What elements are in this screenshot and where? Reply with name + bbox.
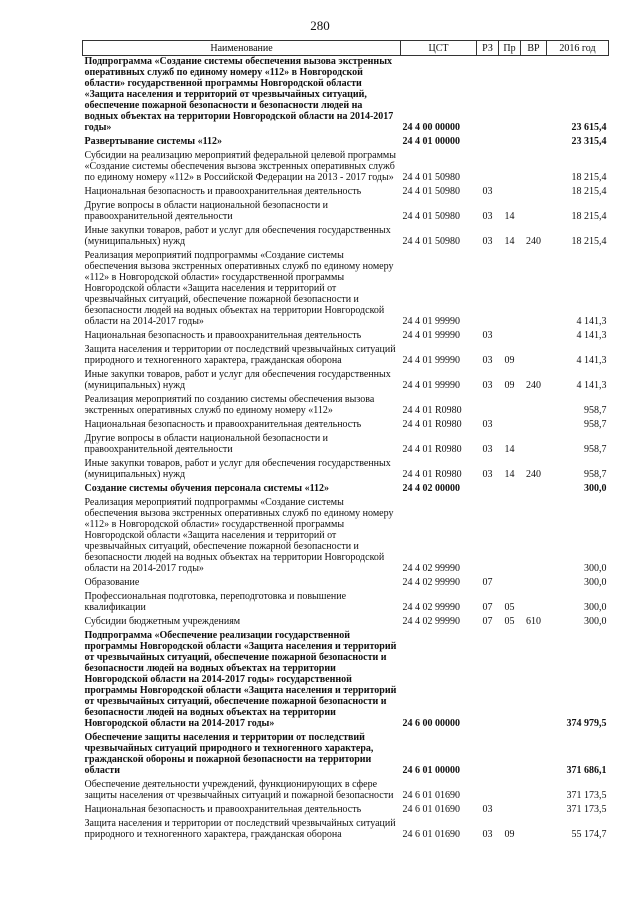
- cell-sum: 4 141,3: [576, 316, 607, 327]
- table-row: [83, 458, 609, 483]
- cell-vr: [521, 483, 547, 497]
- cell-rz: 03: [482, 419, 493, 430]
- cell-vr: [521, 419, 547, 433]
- cell-name: Реализация мероприятий подпрограммы «Создание системы обеспечения вызова экстренных оперативных служб по единому номеру «112» в Новгородской области» государственной программы Новгородской области «Защита населения и территорий от чрезвычайных ситуаций, обеспечение пожарной безопасности и безопасности людей на водных объектах на территории Новгородской области на 2014-2017 годы»: [84, 497, 394, 574]
- cell-name: Национальная безопасность и правоохранительная деятельность: [84, 330, 362, 341]
- cell-rz: 03: [482, 236, 493, 247]
- cell-pr: [499, 150, 521, 186]
- cell-name: Реализация мероприятий по созданию системы обеспечения вызова экстренных оперативных служб по единому номеру «112»: [84, 394, 375, 416]
- cell-pr: 09: [504, 380, 515, 391]
- column-header-sum: 2016 год: [547, 41, 609, 56]
- cell-rz: [477, 497, 499, 577]
- cell-rz: 03: [482, 469, 493, 480]
- cell-rz: [477, 630, 499, 732]
- cell-rz: [477, 56, 499, 137]
- cell-csr: 24 6 01 01690: [402, 790, 460, 801]
- cell-sum: 18 215,4: [571, 236, 607, 247]
- cell-sum: 55 174,7: [571, 829, 607, 840]
- table-row: [83, 804, 609, 818]
- cell-vr: [521, 200, 547, 225]
- cell-vr: [521, 344, 547, 369]
- cell-csr: 24 4 01 99990: [402, 355, 460, 366]
- cell-sum: 300,0: [584, 577, 607, 588]
- table-row: [83, 200, 609, 225]
- table-row: [83, 818, 609, 843]
- cell-sum: 4 141,3: [576, 380, 607, 391]
- table-row: [83, 250, 609, 330]
- cell-name: Обеспечение защиты населения и территории от последствий чрезвычайных ситуаций природного и техногенного характера, гражданской обороны и пожарной безопасности на территории области: [84, 732, 374, 776]
- cell-name: Развертывание системы «112»: [84, 136, 223, 147]
- table-row: [83, 186, 609, 200]
- cell-pr: 09: [504, 829, 515, 840]
- cell-name: Другие вопросы в области национальной безопасности и правоохранительной деятельности: [84, 200, 329, 222]
- cell-rz: 03: [482, 355, 493, 366]
- cell-pr: 09: [504, 355, 515, 366]
- cell-sum: 300,0: [584, 602, 607, 613]
- cell-csr: 24 4 01 99990: [402, 380, 460, 391]
- cell-csr: 24 4 01 R0980: [402, 405, 462, 416]
- budget-table: [82, 40, 609, 843]
- cell-csr: 24 4 01 00000: [402, 136, 460, 147]
- cell-csr: 24 4 02 99990: [402, 577, 460, 588]
- cell-vr: [521, 186, 547, 200]
- cell-pr: 14: [504, 236, 515, 247]
- table-body: [83, 56, 609, 844]
- table-row: [83, 732, 609, 779]
- cell-csr: 24 4 02 99990: [402, 563, 460, 574]
- table-row: [83, 369, 609, 394]
- cell-sum: 958,7: [584, 469, 607, 480]
- column-header-pr: Пр: [499, 41, 521, 56]
- cell-rz: 03: [482, 380, 493, 391]
- cell-sum: 23 315,4: [571, 136, 607, 147]
- cell-name: Национальная безопасность и правоохранительная деятельность: [84, 804, 362, 815]
- cell-sum: 371 686,1: [566, 765, 607, 776]
- cell-name: Другие вопросы в области национальной безопасности и правоохранительной деятельности: [84, 433, 329, 455]
- page-number: 280: [310, 18, 330, 33]
- cell-pr: 14: [504, 444, 515, 455]
- cell-csr: 24 4 01 99990: [402, 316, 460, 327]
- table-row: [83, 330, 609, 344]
- cell-vr: [521, 330, 547, 344]
- table-row: [83, 483, 609, 497]
- cell-rz: 03: [482, 829, 493, 840]
- cell-vr: [521, 630, 547, 732]
- cell-vr: [521, 394, 547, 419]
- cell-name: Профессиональная подготовка, переподготовка и повышение квалификации: [84, 591, 347, 613]
- cell-csr: 24 4 01 50980: [402, 211, 460, 222]
- cell-csr: 24 4 01 99990: [402, 330, 460, 341]
- table-row: [83, 433, 609, 458]
- cell-name: Иные закупки товаров, работ и услуг для обеспечения государственных (муниципальных) нужд: [84, 225, 391, 247]
- cell-pr: [499, 732, 521, 779]
- cell-sum: 371 173,5: [566, 804, 607, 815]
- cell-csr: 24 4 01 R0980: [402, 469, 462, 480]
- column-header-name: Наименование: [83, 41, 401, 56]
- table-row: [83, 630, 609, 732]
- cell-csr: 24 4 02 00000: [402, 483, 460, 494]
- cell-vr: [521, 150, 547, 186]
- cell-vr: [521, 136, 547, 150]
- cell-csr: 24 6 00 00000: [402, 718, 460, 729]
- table-row: [83, 225, 609, 250]
- cell-pr: 14: [504, 211, 515, 222]
- cell-vr: [521, 250, 547, 330]
- cell-csr: 24 6 01 01690: [402, 829, 460, 840]
- cell-sum: 4 141,3: [576, 355, 607, 366]
- cell-sum: 18 215,4: [571, 172, 607, 183]
- cell-pr: [499, 56, 521, 137]
- cell-vr: [521, 433, 547, 458]
- cell-vr: [521, 804, 547, 818]
- cell-pr: [499, 577, 521, 591]
- cell-pr: [499, 630, 521, 732]
- cell-csr: 24 4 01 R0980: [402, 419, 462, 430]
- cell-sum: 4 141,3: [576, 330, 607, 341]
- cell-rz: 07: [482, 602, 493, 613]
- cell-sum: 374 979,5: [566, 718, 607, 729]
- cell-sum: 23 615,4: [571, 122, 607, 133]
- cell-rz: 07: [482, 577, 493, 588]
- table-row: [83, 779, 609, 804]
- cell-pr: [499, 330, 521, 344]
- cell-vr: [521, 818, 547, 843]
- cell-rz: 03: [482, 444, 493, 455]
- cell-pr: [499, 497, 521, 577]
- cell-sum: 958,7: [584, 444, 607, 455]
- cell-rz: 07: [482, 616, 493, 627]
- cell-sum: 958,7: [584, 405, 607, 416]
- table-row: [83, 136, 609, 150]
- table-row: [83, 394, 609, 419]
- cell-vr: [521, 779, 547, 804]
- table-row: [83, 150, 609, 186]
- cell-name: Обеспечение деятельности учреждений, функционирующих в сфере защиты населения от чрезвычайных ситуаций и пожарной безопасности: [84, 779, 394, 801]
- cell-sum: 18 215,4: [571, 211, 607, 222]
- cell-pr: [499, 186, 521, 200]
- cell-sum: 300,0: [584, 483, 607, 494]
- cell-name: Защита населения и территории от последствий чрезвычайных ситуаций природного и техногенного характера, гражданская оборона: [84, 818, 396, 840]
- cell-vr: 240: [526, 236, 541, 247]
- cell-vr: [521, 56, 547, 137]
- cell-sum: 371 173,5: [566, 790, 607, 801]
- cell-rz: [477, 779, 499, 804]
- cell-vr: [521, 732, 547, 779]
- table-row: [83, 419, 609, 433]
- cell-name: Субсидии бюджетным учреждениям: [84, 616, 241, 627]
- cell-csr: 24 4 01 50980: [402, 236, 460, 247]
- cell-pr: 05: [504, 616, 515, 627]
- cell-vr: [521, 591, 547, 616]
- table-header-row: [83, 41, 609, 56]
- cell-vr: [521, 497, 547, 577]
- cell-pr: [499, 804, 521, 818]
- cell-vr: 240: [526, 469, 541, 480]
- table-row: [83, 344, 609, 369]
- table-row: [83, 577, 609, 591]
- cell-rz: 03: [482, 330, 493, 341]
- cell-sum: 958,7: [584, 419, 607, 430]
- cell-rz: [477, 394, 499, 419]
- cell-vr: 240: [526, 380, 541, 391]
- cell-csr: 24 6 01 00000: [402, 765, 460, 776]
- cell-rz: 03: [482, 211, 493, 222]
- cell-pr: 14: [504, 469, 515, 480]
- cell-csr: 24 6 01 01690: [402, 804, 460, 815]
- cell-name: Создание системы обучения персонала системы «112»: [84, 483, 330, 494]
- column-header-vr: ВР: [521, 41, 547, 56]
- cell-rz: [477, 250, 499, 330]
- cell-name: Подпрограмма «Создание системы обеспечения вызова экстренных оперативных служб по единому номеру «112» в Новгородской области» государственной программы Новгородской области «Защита населения и территорий от чрезвычайных ситуаций, обеспечение пожарной безопасности и безопасности людей на водных объектах на территории Новгородской области на 2014-2017 годы»: [84, 56, 394, 133]
- cell-csr: 24 4 01 50980: [402, 186, 460, 197]
- cell-name: Реализация мероприятий подпрограммы «Создание системы обеспечения вызова экстренных оперативных служб по единому номеру «112» в Новгородской области» государственной программы Новгородской области «Защита населения и территорий от чрезвычайных ситуаций, обеспечение пожарной безопасности и безопасности людей на водных объектах на территории Новгородской области на 2014-2017 годы»: [84, 250, 394, 327]
- cell-name: Образование: [84, 577, 140, 588]
- cell-vr: [521, 577, 547, 591]
- column-header-csr: ЦСТ: [401, 41, 477, 56]
- column-header-rz: РЗ: [477, 41, 499, 56]
- cell-csr: 24 4 01 R0980: [402, 444, 462, 455]
- cell-name: Субсидии на реализацию мероприятий федеральной целевой программы «Создание системы обеспечения вызова экстренных оперативных служб по единому номеру «112» в Российской Федерации на 2013 - 2017 годы»: [84, 150, 396, 183]
- table-row: [83, 616, 609, 630]
- cell-name: Национальная безопасность и правоохранительная деятельность: [84, 186, 362, 197]
- cell-sum: 300,0: [584, 563, 607, 574]
- cell-pr: [499, 779, 521, 804]
- cell-pr: [499, 394, 521, 419]
- cell-name: Защита населения и территории от последствий чрезвычайных ситуаций природного и техногенного характера, гражданская оборона: [84, 344, 396, 366]
- cell-csr: 24 4 00 00000: [402, 122, 460, 133]
- cell-vr: 610: [526, 616, 541, 627]
- cell-csr: 24 4 02 99990: [402, 616, 460, 627]
- cell-pr: [499, 483, 521, 497]
- table-row: [83, 591, 609, 616]
- cell-csr: 24 4 02 99990: [402, 602, 460, 613]
- cell-rz: [477, 136, 499, 150]
- cell-name: Национальная безопасность и правоохранительная деятельность: [84, 419, 362, 430]
- cell-pr: 05: [504, 602, 515, 613]
- cell-rz: [477, 483, 499, 497]
- cell-rz: 03: [482, 804, 493, 815]
- cell-rz: 03: [482, 186, 493, 197]
- cell-csr: 24 4 01 50980: [402, 172, 460, 183]
- cell-sum: 300,0: [584, 616, 607, 627]
- cell-pr: [499, 419, 521, 433]
- cell-rz: [477, 150, 499, 186]
- cell-name: Иные закупки товаров, работ и услуг для обеспечения государственных (муниципальных) нужд: [84, 369, 391, 391]
- cell-name: Подпрограмма «Обеспечение реализации государственной программы Новгородской области «Защита населения и территорий от чрезвычайных ситуаций, обеспечение пожарной безопасности и безопасности людей на водных объектах на территории Новгородской области на 2014-2017 годы» государственной программы Новгородской области «Защита населения и территорий от чрезвычайных ситуаций, обеспечение пожарной безопасности и безопасности людей на водных объектах на территории Новгородской области на 2014-2017 годы»: [84, 630, 397, 729]
- cell-name: Иные закупки товаров, работ и услуг для обеспечения государственных (муниципальных) нужд: [84, 458, 391, 480]
- cell-pr: [499, 250, 521, 330]
- cell-rz: [477, 732, 499, 779]
- table-row: [83, 56, 609, 137]
- cell-sum: 18 215,4: [571, 186, 607, 197]
- table-row: [83, 497, 609, 577]
- cell-pr: [499, 136, 521, 150]
